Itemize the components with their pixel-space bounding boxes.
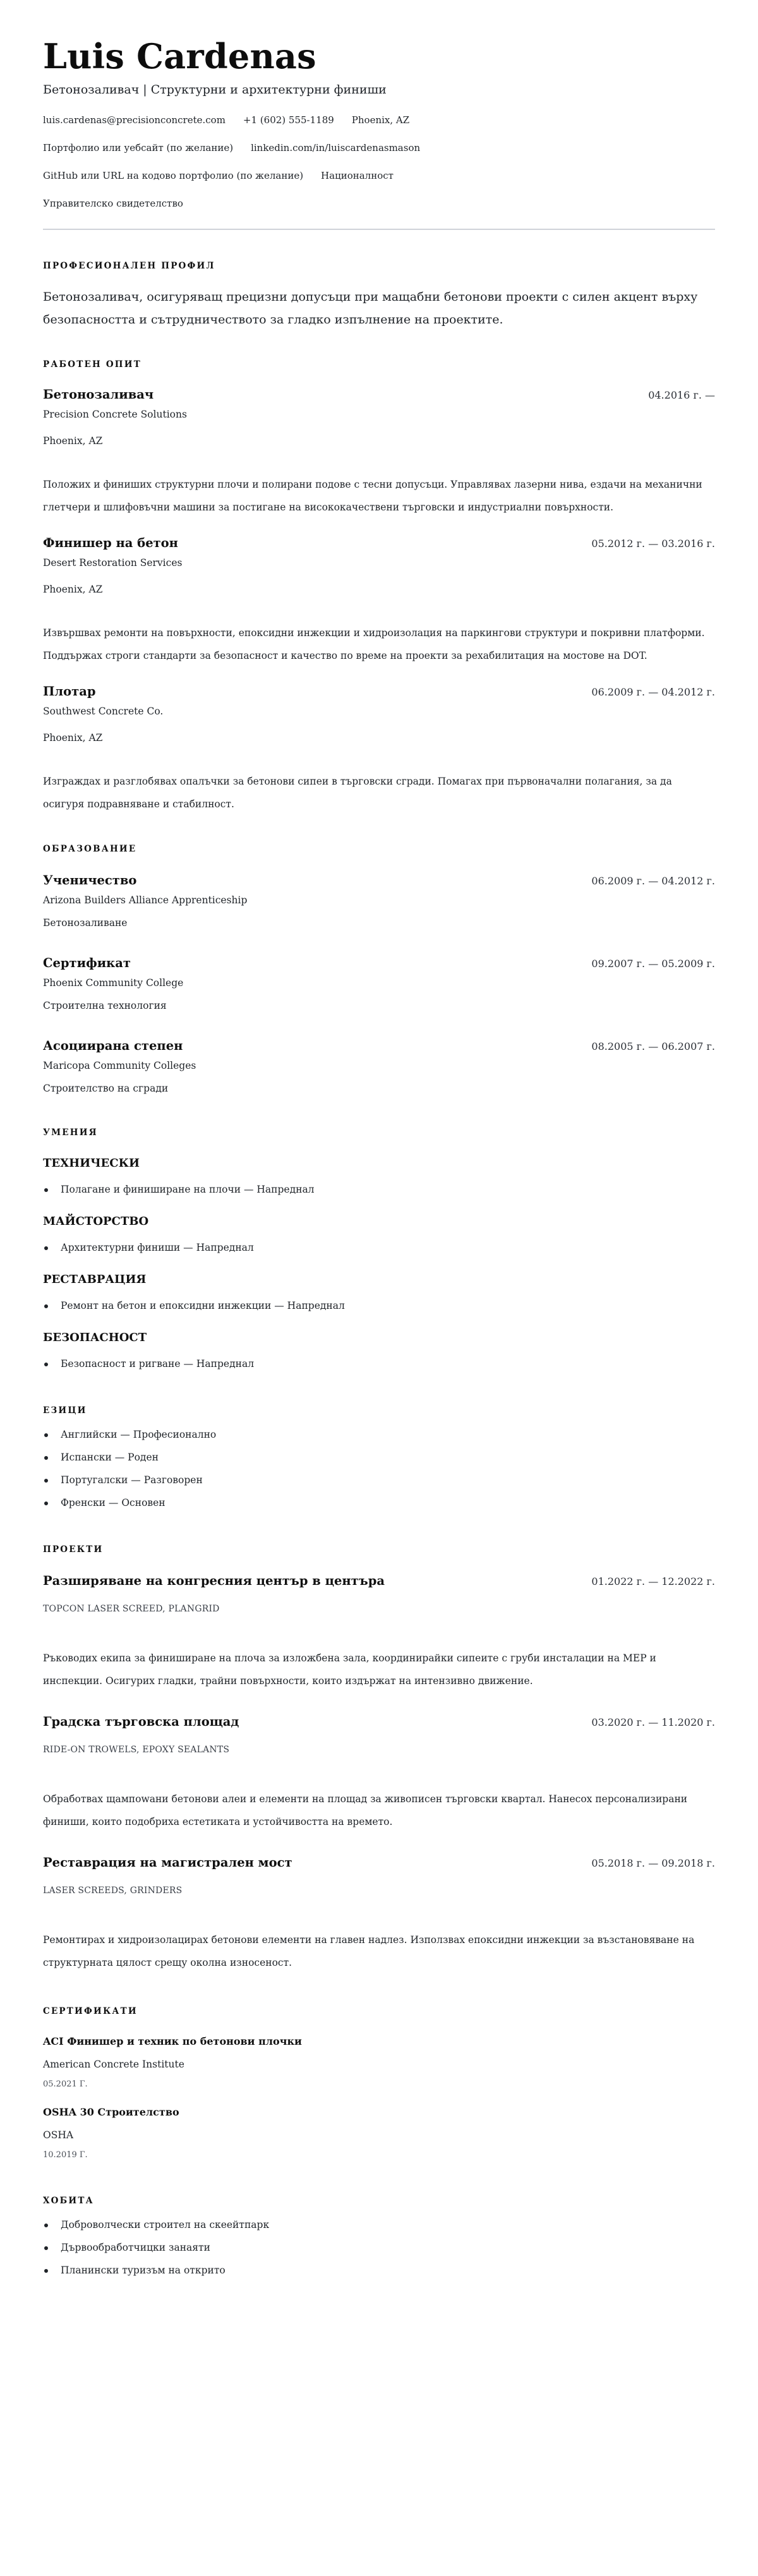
- experience-entry: [43, 535, 715, 667]
- project-description: Ремонтирах и хидроизолацирах бетонови елементи на главен надлез. Използвах епоксидни инжекции за възстановяване на структурната цялост срещу околна износеност.: [43, 1934, 695, 1968]
- certificate-entry: [43, 2105, 715, 2161]
- hobby-item: Дървообработчицки занаяти: [43, 2241, 715, 2254]
- skill-group-title: РЕСТАВРАЦИЯ: [43, 1273, 147, 1286]
- education-entry: [43, 955, 715, 1013]
- project-tools: RIDE-ON TROWELS, EPOXY SEALANTS: [43, 1745, 230, 1755]
- project-entry: [43, 1855, 715, 1974]
- skill-group: [43, 1330, 715, 1371]
- language-item: Английски — Професионално: [43, 1428, 715, 1441]
- section-title: РАБОТЕН ОПИТ: [43, 359, 141, 370]
- skill-group: [43, 1214, 715, 1255]
- project-description: Ръководих екипа за финиширане на плоча за изложбена зала, координирайки сипеите с груби инсталации на MEP и инспекции. Осигурих гладки, трайни повърхности, които издържат на интензивно движение.: [43, 1652, 656, 1687]
- experience-entry: [43, 683, 715, 816]
- school: Maricopa Community Colleges: [43, 1060, 196, 1071]
- certificate-issuer: OSHA: [43, 2129, 74, 2141]
- contact-row: [43, 111, 715, 139]
- header-divider: [43, 229, 715, 230]
- job-location: Phoenix, AZ: [43, 435, 103, 447]
- hobby-item: Планински туризъм на открито: [43, 2263, 715, 2277]
- contact-row: [43, 167, 715, 195]
- section-title: ПРОФЕСИОНАЛЕН ПРОФИЛ: [43, 261, 215, 271]
- email-link[interactable]: luis.cardenas@precisionconcrete.com: [43, 114, 226, 126]
- education-entry: [43, 1038, 715, 1095]
- education-dates: 09.2007 г. — 05.2009 г.: [591, 958, 715, 970]
- job-title: Бетонозаливач: [43, 387, 154, 402]
- hobby-item: Доброволчески строител на скеейтпарк: [43, 2218, 715, 2232]
- section-certificates: [43, 2006, 715, 2161]
- driving-license-field: Управителско свидетелство: [43, 198, 183, 209]
- skill-item: Полагане и финиширане на плочи — Напреднал: [43, 1183, 715, 1196]
- contact-row: [43, 195, 715, 222]
- section-title: ХОБИТА: [43, 2196, 94, 2206]
- section-hobbies: [43, 2195, 715, 2277]
- project-dates: 01.2022 г. — 12.2022 г.: [591, 1575, 715, 1587]
- field-of-study: Строителна технология: [43, 1000, 167, 1011]
- linkedin-link[interactable]: linkedin.com/in/luiscardenasmason: [251, 142, 421, 153]
- section-profile: [43, 260, 715, 331]
- project-dates: 03.2020 г. — 11.2020 г.: [591, 1716, 715, 1728]
- education-dates: 06.2009 г. — 04.2012 г.: [591, 875, 715, 887]
- job-title: Плотар: [43, 684, 96, 699]
- profile-summary: Бетонозаливач, осигуряващ прецизни допусъци при мащабни бетонови проекти с силен акцент върху безопасността и сътрудничеството за гладко изпълнение на проектите.: [43, 290, 698, 327]
- job-title: Финишер на бетон: [43, 536, 178, 550]
- project-title: Разширяване на конгресния център в центъра: [43, 1574, 385, 1588]
- contact-row: [43, 139, 715, 167]
- degree: Асоциирана степен: [43, 1038, 183, 1053]
- certificate-name: ACI Финишер и техник по бетонови плочки: [43, 2035, 302, 2047]
- certificate-entry: [43, 2035, 715, 2090]
- field-of-study: Строителство на сгради: [43, 1083, 169, 1094]
- section-projects: [43, 1544, 715, 1974]
- job-dates: 04.2016 г. —: [648, 389, 715, 401]
- skill-item: Архитектурни финиши — Напреднал: [43, 1241, 715, 1255]
- employer: Precision Concrete Solutions: [43, 409, 187, 420]
- education-entry: [43, 872, 715, 930]
- job-description: Положих и финиших структурни плочи и полирани подове с тесни допусъци. Управлявах лазерни нива, ездачи на механични глетчери и шлифовъчни машини за постигане на висококачествени търговски и индустриални повърхности.: [43, 479, 702, 513]
- education-dates: 08.2005 г. — 06.2007 г.: [591, 1040, 715, 1052]
- project-description: Обработвах щампowани бетонови алеи и елементи на площад за живописен търговски квартал. Нанесох персонализирани финиши, които подобриха естетиката и устойчивостта на времето.: [43, 1793, 688, 1827]
- job-location: Phoenix, AZ: [43, 584, 103, 595]
- certificate-date: 10.2019 Г.: [43, 2150, 88, 2160]
- school: Phoenix Community College: [43, 977, 184, 989]
- section-title: СЕРТИФИКАТИ: [43, 2006, 138, 2016]
- degree: Ученичество: [43, 873, 137, 888]
- portfolio-placeholder: Портфолио или уебсайт (по желание): [43, 142, 234, 153]
- employer: Southwest Concrete Co.: [43, 706, 164, 717]
- certificate-issuer: American Concrete Institute: [43, 2059, 184, 2070]
- resume-header: [43, 35, 715, 230]
- section-experience: [43, 359, 715, 816]
- github-placeholder: GitHub или URL на кодово портфолио (по желание): [43, 170, 304, 181]
- employer: Desert Restoration Services: [43, 557, 183, 569]
- candidate-name: Luis Cardenas: [43, 36, 316, 76]
- field-of-study: Бетонозаливане: [43, 917, 128, 929]
- language-item: Испански — Роден: [43, 1450, 715, 1464]
- skill-group-title: ТЕХНИЧЕСКИ: [43, 1157, 140, 1170]
- contact-info: [43, 111, 715, 222]
- job-description: Извършвах ремонти на повърхности, епоксидни инжекции и хидроизолация на паркингови структури и покривни платформи. Поддържах строги стандарти за безопасност и качество по време на проекти за рехабилитация на мостове на DOT.: [43, 627, 705, 661]
- project-entry: [43, 1714, 715, 1833]
- degree: Сертификат: [43, 956, 131, 970]
- section-title: ОБРАЗОВАНИЕ: [43, 844, 137, 854]
- skill-item: Безопасност и ригване — Напреднал: [43, 1357, 715, 1371]
- job-dates: 06.2009 г. — 04.2012 г.: [591, 686, 715, 698]
- section-languages: [43, 1405, 715, 1510]
- nationality-field: Националност: [321, 170, 394, 181]
- project-dates: 05.2018 г. — 09.2018 г.: [591, 1857, 715, 1869]
- certificate-date: 05.2021 Г.: [43, 2079, 88, 2089]
- project-tools: LASER SCREEDS, GRINDERS: [43, 1886, 183, 1896]
- job-location: Phoenix, AZ: [43, 732, 103, 743]
- experience-entry: [43, 387, 715, 519]
- skill-group: [43, 1156, 715, 1196]
- project-entry: [43, 1573, 715, 1692]
- language-item: Португалски — Разговорен: [43, 1473, 715, 1487]
- section-title: ПРОЕКТИ: [43, 1544, 104, 1555]
- section-skills: [43, 1127, 715, 1371]
- location: Phoenix, AZ: [351, 114, 410, 126]
- language-item: Френски — Основен: [43, 1496, 715, 1510]
- phone-number: +1 (602) 555-1189: [243, 114, 334, 126]
- headline: Бетонозаливач | Структурни и архитектурни финиши: [43, 83, 387, 97]
- job-description: Изграждах и разглобявах опалъчки за бетонови сипеи в търговски сгради. Помагах при първоначални полагания, за да осигуря подравняване и стабилност.: [43, 776, 672, 810]
- project-title: Реставрация на магистрален мост: [43, 1855, 292, 1870]
- skill-group-title: МАЙСТОРСТВО: [43, 1215, 149, 1228]
- skill-group: [43, 1272, 715, 1313]
- skill-item: Ремонт на бетон и епоксидни инжекции — Напреднал: [43, 1299, 715, 1313]
- section-title: УМЕНИЯ: [43, 1128, 98, 1138]
- project-title: Градска търговска площад: [43, 1714, 239, 1729]
- section-title: ЕЗИЦИ: [43, 1405, 87, 1416]
- project-tools: TOPCON LASER SCREED, PLANGRID: [43, 1604, 220, 1614]
- job-dates: 05.2012 г. — 03.2016 г.: [591, 538, 715, 550]
- skill-group-title: БЕЗОПАСНОСТ: [43, 1331, 147, 1344]
- school: Arizona Builders Alliance Apprenticeship: [43, 894, 248, 906]
- section-education: [43, 843, 715, 1095]
- certificate-name: OSHA 30 Строителство: [43, 2106, 179, 2118]
